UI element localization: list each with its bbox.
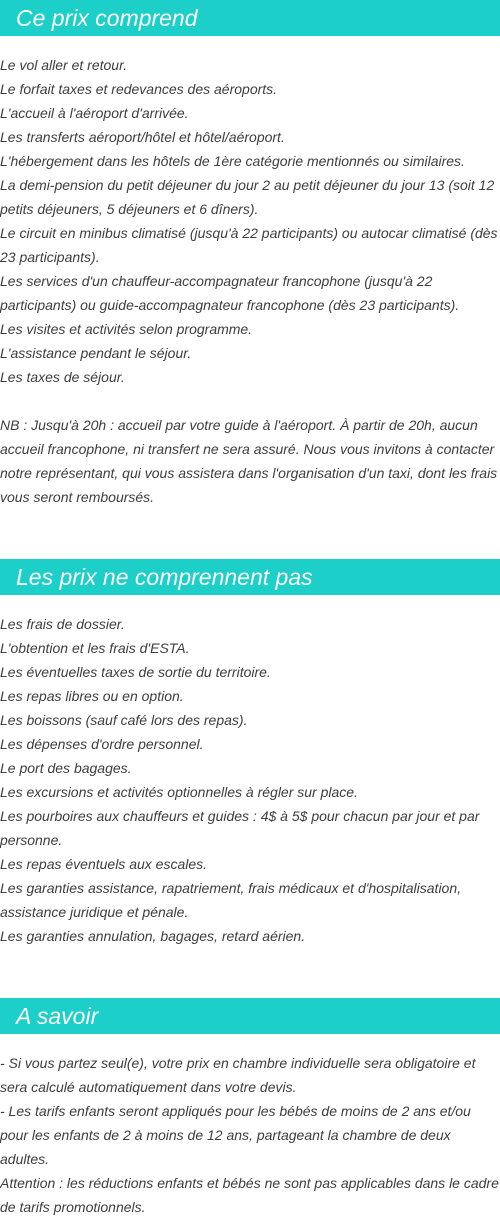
list-item: L'obtention et les frais d'ESTA. <box>0 640 190 656</box>
section-body-good-to-know <box>0 1051 500 1219</box>
list-item: Les taxes de séjour. <box>0 369 125 385</box>
list-item: Les boissons (sauf café lors des repas). <box>0 712 248 728</box>
list-item: Attention : les réductions enfants et bébés ne sont pas applicables dans le cadre de tarifs promotionnels. <box>0 1175 499 1215</box>
section-title-excluded: Les prix ne comprennent pas <box>16 564 313 590</box>
list-item: Le circuit en minibus climatisé (jusqu'à 22 participants) ou autocar climatisé (dès 23 participants). <box>0 225 498 265</box>
list-item: Les frais de dossier. <box>0 616 125 632</box>
list-item: Les visites et activités selon programme. <box>0 321 253 337</box>
list-item: Les excursions et activités optionnelles à régler sur place. <box>0 784 358 800</box>
section-body-excluded <box>0 612 500 948</box>
list-item: Les services d'un chauffeur-accompagnateur francophone (jusqu'à 22 participants) ou guide-accompagnateur francophone (dès 23 participants). <box>0 273 460 313</box>
note-text: NB : Jusqu'à 20h : accueil par votre guide à l'aéroport. À partir de 20h, aucun accueil francophone, ni transfert ne sera assuré. Nous vous invitons à contacter notre représentant, qui vous assistera dans l'organisation d'un taxi, dont les frais vous seront remboursés. <box>0 417 498 505</box>
section-title-good-to-know: A savoir <box>16 1003 99 1029</box>
list-item: Les pourboires aux chauffeurs et guides : 4$ à 5$ pour chacun par jour et par personne. <box>0 808 480 848</box>
list-item: Les éventuelles taxes de sortie du territoire. <box>0 664 271 680</box>
list-item: Les garanties annulation, bagages, retard aérien. <box>0 928 306 944</box>
list-item: Les repas libres ou en option. <box>0 688 184 704</box>
list-item: - Les tarifs enfants seront appliqués pour les bébés de moins de 2 ans et/ou pour les enfants de 2 à moins de 12 ans, partageant la chambre de deux adultes. <box>0 1103 471 1167</box>
list-item: Le forfait taxes et redevances des aéroports. <box>0 81 278 97</box>
section-title-included: Ce prix comprend <box>16 5 198 31</box>
list-item: Le port des bagages. <box>0 760 132 776</box>
list-item: Le vol aller et retour. <box>0 57 128 73</box>
list-item: Les repas éventuels aux escales. <box>0 856 208 872</box>
list-item: Les dépenses d'ordre personnel. <box>0 736 204 752</box>
list-item: Les garanties assistance, rapatriement, frais médicaux et d'hospitalisation, assistance juridique et pénale. <box>0 880 462 920</box>
list-item: Les transferts aéroport/hôtel et hôtel/aéroport. <box>0 129 285 145</box>
list-item: L'accueil à l'aéroport d'arrivée. <box>0 105 189 121</box>
list-item: L'assistance pendant le séjour. <box>0 345 192 361</box>
list-item: - Si vous partez seul(e), votre prix en chambre individuelle sera obligatoire et sera calculé automatiquement dans votre devis. <box>0 1055 476 1095</box>
section-header-included <box>0 0 500 36</box>
section-body-included <box>0 53 500 509</box>
list-item: L'hébergement dans les hôtels de 1ère catégorie mentionnés ou similaires. <box>0 153 465 169</box>
section-header-good-to-know <box>0 998 500 1034</box>
section-header-excluded <box>0 559 500 595</box>
list-item: La demi-pension du petit déjeuner du jour 2 au petit déjeuner du jour 13 (soit 12 petits déjeuners, 5 déjeuners et 6 dîners). <box>0 177 495 217</box>
